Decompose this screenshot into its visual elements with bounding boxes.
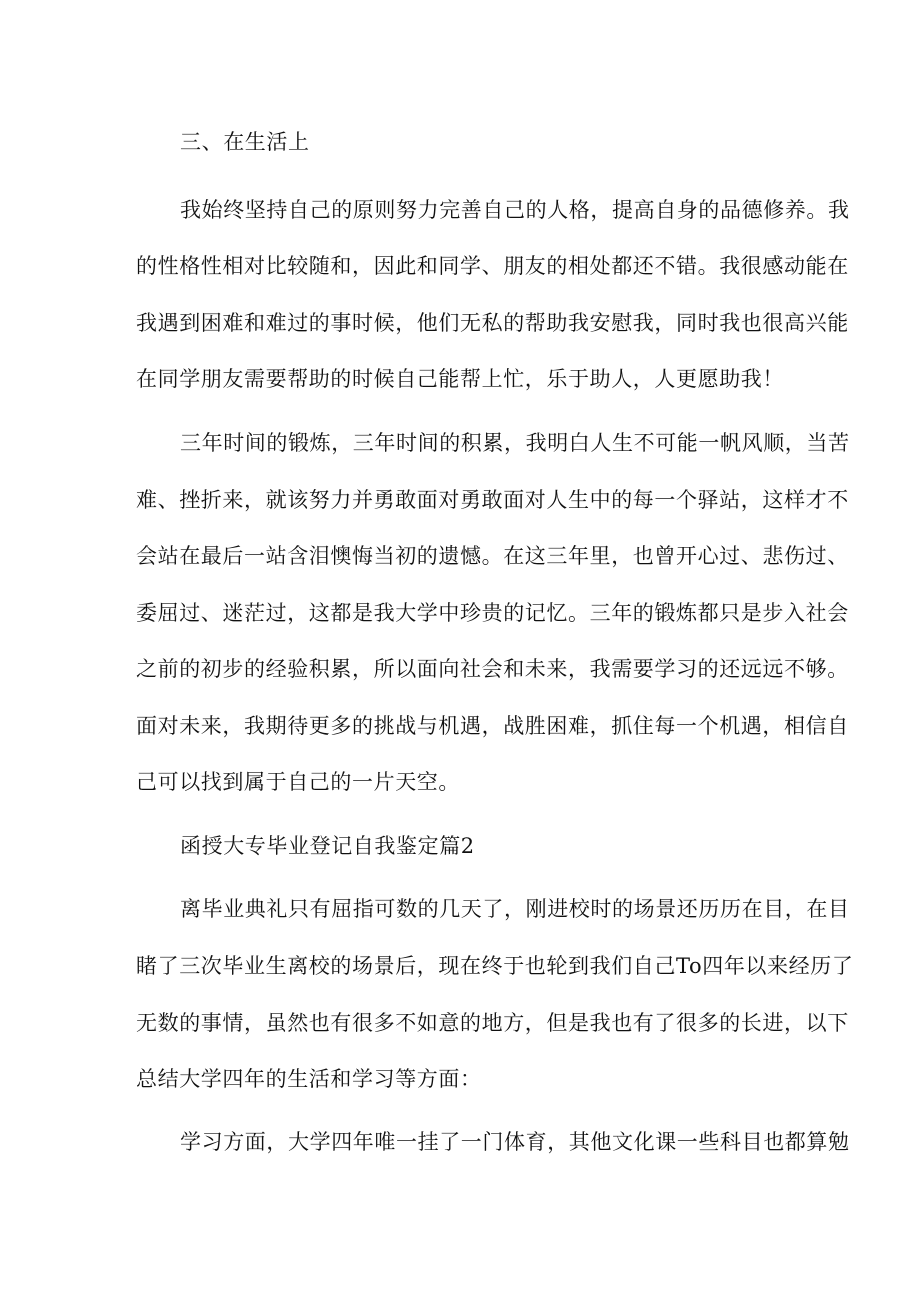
paragraph-line: 我始终坚持自己的原则努力完善自己的人格，提高自身的品德修养。我	[180, 198, 850, 222]
paragraph-line: 己可以找到属于自己的一片天空。	[136, 770, 460, 794]
paragraph-line: 我遇到困难和难过的事时候，他们无私的帮助我安慰我，同时我也很高兴能	[136, 311, 849, 335]
paragraph-line: 睹了三次毕业生离校的场景后，现在终于也轮到我们自己To四年以来经历了	[136, 954, 854, 978]
paragraph-line: 无数的事情，虽然也有很多不如意的地方，但是我也有了很多的长进，以下	[136, 1011, 849, 1035]
paragraph-line: 三年时间的锻炼，三年时间的积累，我明白人生不可能一帆风顺，当苦	[180, 431, 850, 455]
paragraph-line: 委屈过、迷茫过，这都是我大学中珍贵的记忆。三年的锻炼都只是步入社会	[136, 601, 849, 625]
paragraph-line: 之前的初步的经验积累，所以面向社会和未来，我需要学习的还远远不够。	[136, 657, 849, 681]
section-heading: 三、在生活上	[180, 130, 310, 154]
paragraph-line: 的性格性相对比较随和，因此和同学、朋友的相处都还不错。我很感动能在	[136, 254, 849, 278]
paragraph-line: 面对未来，我期待更多的挑战与机遇，战胜困难，抓住每一个机遇，相信自	[136, 714, 849, 738]
paragraph-line: 难、挫折来，就该努力并勇敢面对勇敢面对人生中的每一个驿站，这样才不	[136, 488, 849, 512]
paragraph-line: 学习方面，大学四年唯一挂了一门体育，其他文化课一些科目也都算勉	[180, 1130, 850, 1154]
paragraph-line: 总结大学四年的生活和学习等方面：	[136, 1067, 482, 1091]
article-title: 函授大专毕业登记自我鉴定篇2	[180, 834, 475, 858]
paragraph-line: 会站在最后一站含泪懊悔当初的遗憾。在这三年里，也曾开心过、悲伤过、	[136, 544, 849, 568]
paragraph-line: 离毕业典礼只有屈指可数的几天了，刚进校时的场景还历历在目，在目	[180, 897, 850, 921]
paragraph-line: 在同学朋友需要帮助的时候自己能帮上忙，乐于助人，人更愿助我！	[136, 367, 784, 391]
